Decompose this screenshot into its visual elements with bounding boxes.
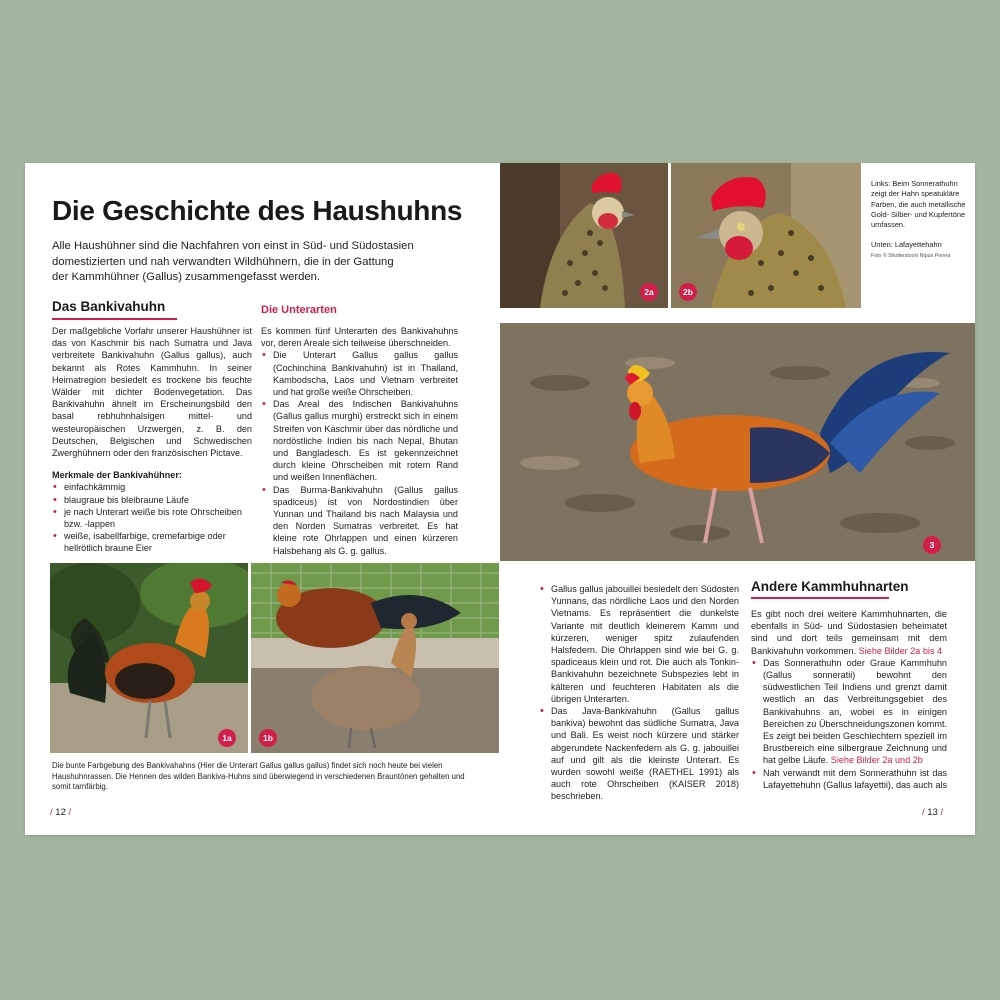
andere-text — [751, 608, 947, 791]
intro-line-2: domestizierten und nah verwandten Wildhühnern, die in der Gattung — [52, 255, 394, 268]
bankivahuhn-text — [52, 325, 252, 555]
heading-underline — [751, 597, 889, 599]
sonnerat-photo-2a — [500, 163, 668, 308]
merkmale-list — [52, 481, 252, 554]
list-item: • Gallus gallus jabouillei besiedelt den Südosten Yunnans, das nördliche Laos und den Norden Vietnams. Es repräsentiert die dunkelste Variante mit deutlich kleinerem Kamm und kürzeren, weniger spitz zulaufenden Halsfedern. Die Ohrlappen sind wie bei G. g. spadiceaus klein und rot. Die auch als Tonkin-Bankivahuhn bezeichnete Subspezies lebt in kälteren und feuchteren Habitaten als die übrigen Unterarten. — [539, 583, 739, 705]
page-number-value: 13 — [927, 807, 938, 818]
list-item: • Die Unterart Gallus gallus gallus (Cochinchina Bankivahuhn) ist in Thailand, Kambodscha, Laos und Vietnam verbreitet und hat große weiße Ohrscheiben. — [261, 349, 458, 398]
list-item: • Nah verwandt mit dem Sonnerathuhn ist das Lafayettehuhn (Gallus lafayettii), das auch als — [751, 767, 947, 791]
photo-badge: 3 — [923, 536, 941, 554]
page-number-right: / 13 / — [922, 807, 944, 818]
photo-badge: 2b — [679, 283, 697, 301]
list-item-text: Das Sonnerathuhn oder Graue Kammhuhn (Gallus sonneratii) bewohnt den südwestlichen Teil Indiens und grenzt damit westlich an das Verbreitungsgebiet des Bankivahuhns an, wobei es in einigen Bereichen zu Überschneidungszonen kommt. Es zeigt bei beiden Geschlechtern speziell im Brustbereich eine silbergraue Zeichnung und hat gelbe Läufe. — [763, 657, 947, 766]
side-caption — [871, 179, 971, 261]
intro-line-3: der Kammhühner (Gallus) zusammengefasst werden. — [52, 271, 321, 283]
list-item: • Das Java-Bankivahuhn (Gallus gallus bankiva) bewohnt das südliche Sumatra, Java und Bali. Es weist noch kürzere und stärker abgerundete Nackenfedern als G. g. jabouillei auf und gilt als die kleinste Unterart. Es wurden sowohl weiße (RAETHEL 1991) als auch rote Ohrscheiben (KAISER 2018) beschrieben. — [539, 705, 739, 803]
side-caption-text-2: Unten: Lafayettehahn — [871, 240, 942, 250]
list-item: • blaugraue bis bleibraune Läufe — [52, 494, 252, 506]
unterarten-list — [261, 349, 458, 556]
list-item: • einfachkämmig — [52, 481, 252, 493]
section-heading-andere: Andere Kammhuhnarten — [751, 579, 909, 594]
unterarten-text — [261, 325, 458, 557]
lafayette-image — [500, 323, 975, 561]
photo-badge: 1b — [259, 729, 277, 747]
list-item: • weiße, isabellfarbige, cremefarbige oder hellrötlich braune Eier — [52, 530, 252, 554]
section-heading-unterarten: Die Unterarten — [261, 304, 337, 316]
subspecies-list — [539, 583, 739, 803]
subspecies-continued — [539, 583, 739, 803]
photo-badge: 2a — [640, 283, 658, 301]
sonnerat-photo-2b — [671, 163, 861, 308]
rooster-photo-1a — [50, 563, 248, 753]
page-number-left: / 12 / — [50, 807, 72, 818]
unterarten-paragraph: Es kommen fünf Unterarten des Bankivahuhns vor, deren Areale sich teilweise überschneiden. — [261, 326, 458, 349]
sonnerat-image-2b — [671, 163, 861, 308]
side-caption-text-1: Links: Beim Sonnerathuhn zeigt der Hahn speatukläre Farben, die auch metallische Gold- Silber- und Kupfertöne umfassen. — [871, 179, 966, 230]
rooster-image — [50, 563, 248, 753]
intro-line-1: Alle Haushühner sind die Nachfahren von einst in Süd- und Südostasien — [52, 240, 414, 252]
chickens-image — [251, 563, 499, 753]
andere-paragraph — [751, 608, 947, 657]
heading-underline — [52, 318, 177, 320]
photo-credit: Foto © Shutterstock/ Nipun Perera — [871, 252, 951, 259]
intro-text — [52, 239, 432, 286]
bankivahuhn-paragraph: Der maßgebliche Vorfahr unserer Haushühner ist das von Kaschmir bis nach Sumatra und Java verbreitete Bankivahuhn (Gallus gallus), auch bekannt als Rotes Kammhuhn. In seiner Heimatregion besiedelt es trockene bis feuchte Wälder mit dichter Bodenvegetation. Das Bankivahuhn ähnelt im Erscheinungsbild den basal rebhuhnhalsigen mittel- und westeuropäischen Urzwergen, z. B. den Deutschen, Belgischen und Schwedischen Zwerghühnern oder den französischen Pictave. — [52, 326, 252, 459]
see-images-link[interactable]: Siehe Bilder 2a und 2b — [830, 755, 923, 766]
chickens-photo-1b — [251, 563, 499, 753]
photo-badge: 1a — [218, 729, 236, 747]
list-item: • je nach Unterart weiße bis rote Ohrscheiben bzw. -lappen — [52, 506, 252, 530]
magazine-spread — [25, 163, 975, 835]
list-item — [751, 657, 947, 767]
page-title: Die Geschichte des Haushuhns — [52, 195, 463, 226]
page-number-value: 12 — [55, 807, 66, 818]
list-item: • Das Burma-Bankivahuhn (Gallus gallus spadiceus) ist von Nordostindien über Yunnan und Thailand bis nach Malaysia und den Norden Sumatras verbreitet. Es hat kleine rote Ohrlappen und einen kürzeren Halsbehang als G. g. gallus. — [261, 484, 458, 557]
andere-list — [751, 657, 947, 791]
section-heading-bankivahuhn: Das Bankivahuhn — [52, 299, 166, 314]
see-images-link[interactable]: Siehe Bilder 2a bis 4 — [858, 645, 943, 656]
merkmale-heading: Merkmale der Bankivahühner: — [52, 470, 182, 481]
lafayette-photo-3 — [500, 323, 975, 561]
photo-caption-1: Die bunte Farbgebung des Bankivahahns (Hier die Unterart Gallus gallus gallus) findet sich noch heute bei vielen Haushuhnrassen. Die Hennen des wilden Bankiva-Huhns sind überwiegend in verschiedenen Brauntönen gehalten und somit tarnfärbig. — [52, 761, 465, 791]
list-item: • Das Areal des Indischen Bankivahuhns (Gallus gallus murghi) erstreckt sich in einem Streifen von Kaschmir über das nördliche und nordöstliche Indien bis nach Nepal, Bhutan und Bangladesch. Es ist gekennzeichnet durch kleine Ohrscheiben mit rotem Rand und weißen Innenflächen. — [261, 398, 458, 483]
andere-paragraph-text: Es gibt noch drei weitere Kammhuhnarten, die ebenfalls in Süd- und Südostasien beheimatet sind und dort teils gemeinsam mit dem Bankivahuhn vorkommen. — [751, 609, 947, 656]
